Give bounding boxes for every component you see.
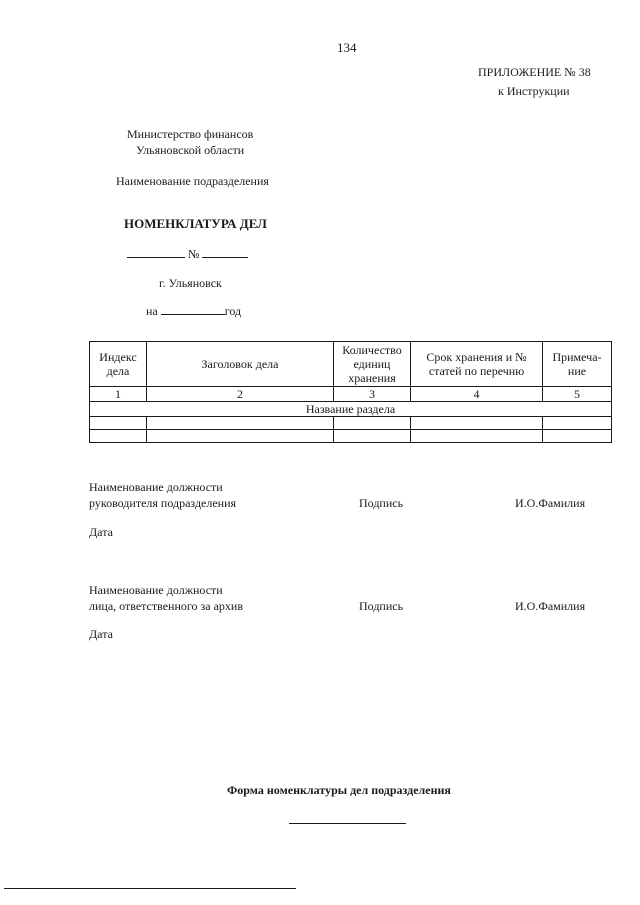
position-title-line1: Наименование должности [89, 583, 223, 597]
bottom-edge-line [4, 888, 296, 889]
header-retention: Срок хранения и № статей по перечню [411, 342, 543, 387]
org-name-line1: Министерство финансов [127, 127, 254, 141]
table-header-row [90, 342, 612, 387]
footer-caption: Форма номенклатуры дел подразделения [227, 783, 451, 797]
number-sign: № [188, 247, 200, 261]
subdivision-name: Наименование подразделения [116, 174, 269, 188]
table-row [90, 417, 612, 430]
section-row [90, 402, 612, 417]
closing-rule [289, 823, 406, 824]
signatory-name: И.О.Фамилия [515, 496, 586, 510]
header-title: Заголовок дела [147, 342, 334, 387]
number-blank [202, 246, 248, 258]
header-note: Примеча-ние [543, 342, 612, 387]
date-blank [127, 246, 185, 258]
column-number: 3 [334, 387, 411, 402]
position-title-line2: руководителя подразделения [89, 496, 237, 510]
appendix-number: ПРИЛОЖЕНИЕ № 38 [478, 65, 591, 79]
date-label: Дата [89, 525, 113, 539]
section-title: Название раздела [90, 402, 612, 417]
column-number: 4 [411, 387, 543, 402]
signature-label: Подпись [359, 496, 404, 510]
column-number: 1 [90, 387, 147, 402]
number-line [127, 246, 248, 262]
page-number: 134 [337, 40, 357, 55]
signature-label: Подпись [359, 599, 404, 613]
nomenclature-table [89, 341, 612, 443]
signatory-name: И.О.Фамилия [515, 599, 586, 613]
position-title-line2: лица, ответственного за архив [89, 599, 243, 613]
table-number-row [90, 387, 612, 402]
year-suffix: год [224, 304, 242, 318]
position-title-line1: Наименование должности [89, 480, 223, 494]
appendix-reference: к Инструкции [498, 84, 570, 98]
year-line [146, 303, 241, 319]
column-number: 2 [147, 387, 334, 402]
header-quantity: Количество единиц хранения [334, 342, 411, 387]
document-title: НОМЕНКЛАТУРА ДЕЛ [124, 216, 267, 231]
date-label: Дата [89, 627, 113, 641]
year-prefix: на [146, 304, 158, 318]
city: г. Ульяновск [159, 276, 222, 290]
header-index: Индекс дела [90, 342, 147, 387]
table-row [90, 430, 612, 443]
year-blank [161, 303, 225, 315]
org-name-line2: Ульяновской области [136, 143, 245, 157]
column-number: 5 [543, 387, 612, 402]
